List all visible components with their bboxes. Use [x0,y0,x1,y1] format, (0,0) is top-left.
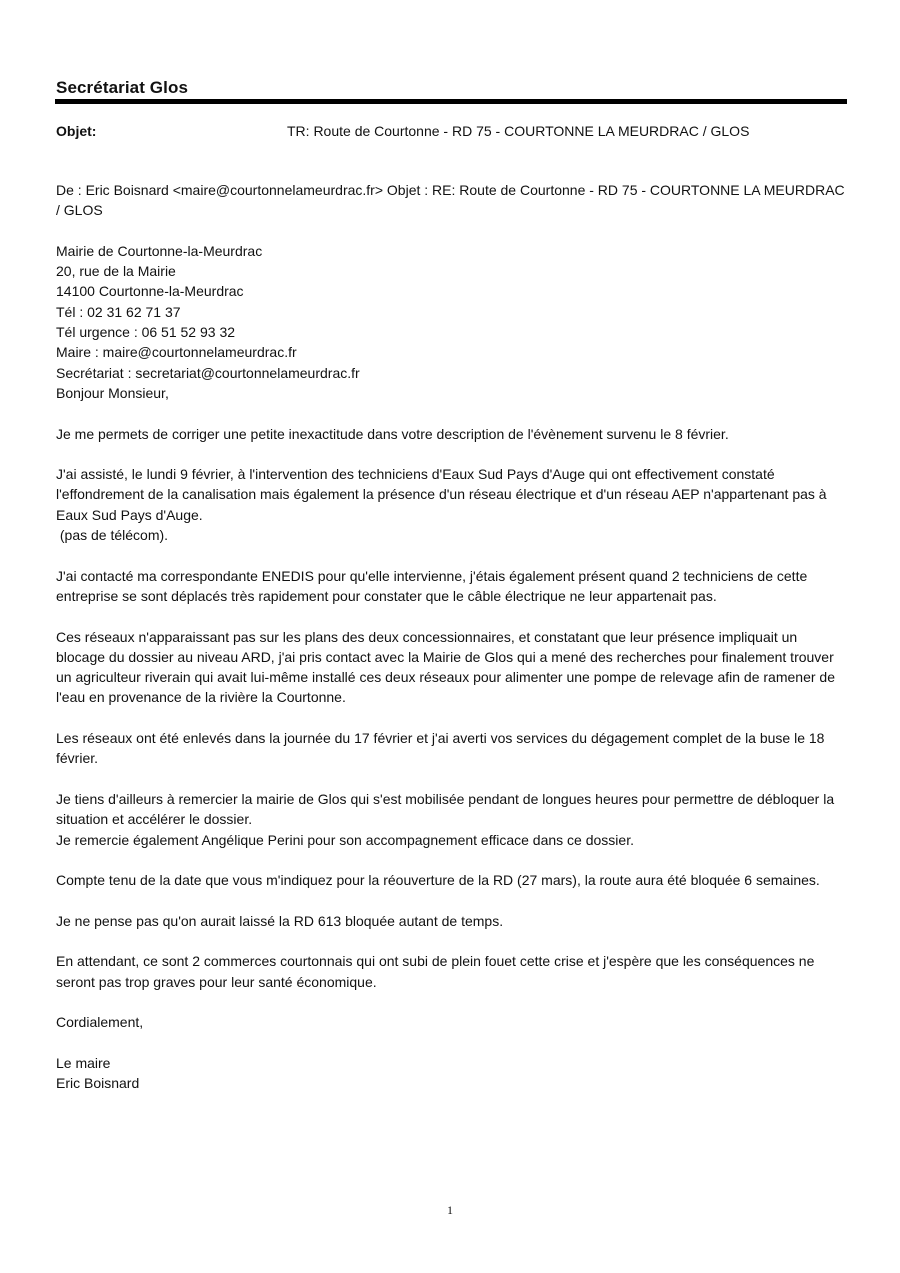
address-line: 14100 Courtonne-la-Meurdrac [56,283,244,300]
address-line: Secrétariat : secretariat@courtonnelameurdrac.fr [56,364,360,381]
address-line: Tél urgence : 06 51 52 93 32 [56,324,236,341]
email-body [56,180,846,1114]
address-block [56,241,846,403]
paragraph: Compte tenu de la date que vous m'indiquez pour la réouverture de la RD (27 mars), la route aura été bloquée 6 semaines. [56,872,820,889]
header-divider [55,99,847,104]
paragraph: Je tiens d'ailleurs à remercier la mairie de Glos qui s'est mobilisée pendant de longues heures pour permettre de débloquer la situation et accélérer le dossier. [56,790,835,828]
paragraph: (pas de télécom). [56,527,169,544]
address-line: Maire : maire@courtonnelameurdrac.fr [56,344,297,361]
page-title: Secrétariat Glos [56,78,188,97]
paragraph: Je me permets de corriger une petite inexactitude dans votre description de l'évènement survenu le 8 février. [56,425,729,442]
subject-value: TR: Route de Courtonne - RD 75 - COURTONNE LA MEURDRAC / GLOS [287,123,750,139]
paragraph: Ces réseaux n'apparaissant pas sur les plans des deux concessionnaires, et constatant que leur présence impliquait un blocage du dossier au niveau ARD, j'ai pris contact avec la Mairie de Glos qui a mené des recherches pour finalement trouver un agriculteur riverain qui avait lui-même installé ces deux réseaux pour alimenter une pompe de relevage afin de ramener de l'eau en provenance de la rivière la Courtonne. [56,628,835,706]
address-line: Mairie de Courtonne-la-Meurdrac [56,242,263,259]
signature-block [56,1053,846,1094]
subject-label: Objet: [56,123,97,139]
signature-name: Eric Boisnard [56,1075,140,1092]
greeting: Bonjour Monsieur, [56,384,169,401]
from-line: De : Eric Boisnard <maire@courtonnelameurdrac.fr> Objet : RE: Route de Courtonne - RD 75 - COURTONNE LA MEURDRAC / GLOS [56,182,845,219]
paragraph: J'ai contacté ma correspondante ENEDIS pour qu'elle intervienne, j'étais également présent quand 2 techniciens de cette entreprise se sont déplacés très rapidement pour constater que le câble électrique ne leur appartenait pas. [56,567,808,604]
signature-title: Le maire [56,1054,111,1071]
paragraph: Je ne pense pas qu'on aurait laissé la RD 613 bloquée autant de temps. [56,912,504,929]
closing: Cordialement, [56,1014,144,1031]
paragraph: J'ai assisté, le lundi 9 février, à l'intervention des techniciens d'Eaux Sud Pays d'Auge qui ont effectivement constaté l'effondrement de la canalisation mais également la présence d'un réseau électrique et d'un réseau AEP n'appartenant pas à Eaux Sud Pays d'Auge. [56,466,827,523]
paragraph: En attendant, ce sont 2 commerces courtonnais qui ont subi de plein fouet cette crise et j'espère que les conséquences ne seront pas trop graves pour leur santé économique. [56,953,815,990]
paragraph: Je remercie également Angélique Perini pour son accompagnement efficace dans ce dossier. [56,831,634,848]
address-line: Tél : 02 31 62 71 37 [56,303,181,320]
paragraph: Les réseaux ont été enlevés dans la journée du 17 février et j'ai averti vos services du dégagement complet de la buse le 18 février. [56,730,825,767]
address-line: 20, rue de la Mairie [56,263,176,280]
page-number: 1 [447,1203,453,1217]
